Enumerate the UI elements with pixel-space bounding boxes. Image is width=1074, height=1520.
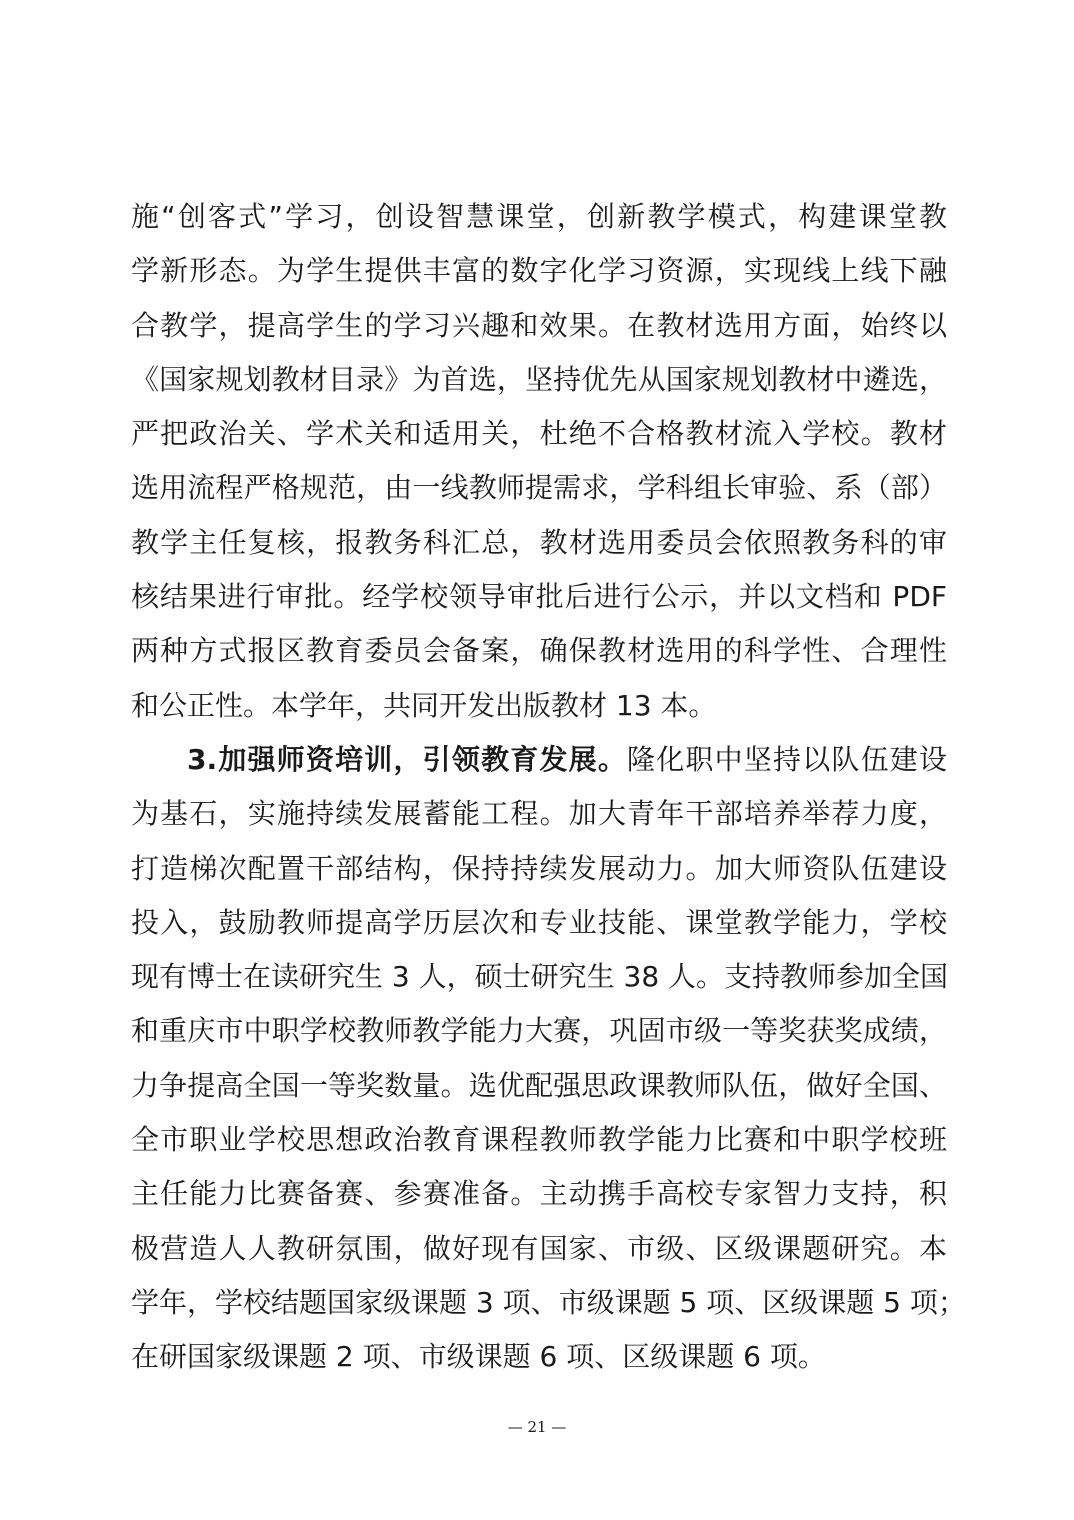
heading-line-text: 隆化职中坚持以队伍建设: [627, 742, 947, 776]
text-line: 全市职业学校思想政治教育课程教师教学能力比赛和中职学校班: [131, 1123, 947, 1157]
page-number: — 21 —: [507, 1418, 567, 1436]
text-line: 现有博士在读研究生 3 人，硕士研究生 38 人。支持教师参加全国: [131, 960, 949, 994]
text-line: 两种方式报区教育委员会备案，确保教材选用的科学性、合理性: [131, 634, 947, 668]
text-line: 在研国家级课题 2 项、市级课题 6 项、区级课题 6 项。: [131, 1340, 826, 1374]
text-line: 严把政治关、学术关和适用关，杜绝不合格教材流入学校。教材: [131, 417, 947, 451]
text-line: 力争提高全国一等奖数量。选优配强思政课教师队伍，做好全国、: [131, 1068, 947, 1102]
text-line: 学年，学校结题国家级课题 3 项、市级课题 5 项、区级课题 5 项；: [131, 1285, 966, 1319]
text-line: [131, 733, 947, 787]
text-line: 投入，鼓励教师提高学历层次和专业技能、课堂教学能力，学校: [131, 905, 947, 939]
text-line: 打造梯次配置干部结构，保持持续发展动力。加大师资队伍建设: [131, 851, 947, 885]
text-line: 施“创客式”学习，创设智慧课堂，创新教学模式，构建课堂教: [131, 200, 947, 233]
text-line: 合教学，提高学生的学习兴趣和效果。在教材选用方面，始终以: [131, 308, 947, 342]
text-line: 主任能力比赛备赛、参赛准备。主动携手高校专家智力支持，积: [131, 1177, 947, 1211]
text-line: 极营造人人教研氛围，做好现有国家、市级、区级课题研究。本: [131, 1231, 947, 1265]
text-line: 《国家规划教材目录》为首选，坚持优先从国家规划教材中遴选，: [131, 362, 947, 396]
text-line: 选用流程严格规范，由一线教师提需求，学科组长审验、系（部）: [131, 471, 947, 505]
text-line: 和重庆市中职学校教师教学能力大赛，巩固市级一等奖获奖成绩，: [131, 1014, 947, 1048]
body-text: [131, 190, 966, 1385]
text-line: 学新形态。为学生提供丰富的数字化学习资源，实现线上线下融: [131, 254, 947, 288]
paragraph-teacher-training: [131, 733, 966, 1385]
paragraph-teaching-materials: [131, 190, 947, 733]
text-line: 核结果进行审批。经学校领导审批后进行公示，并以文档和 PDF: [131, 580, 947, 614]
text-line: 为基石，实施持续发展蓄能工程。加大青年干部培养举荐力度，: [131, 797, 947, 831]
text-line: 教学主任复核，报教务科汇总，教材选用委员会依照教务科的审: [131, 525, 947, 559]
text-line: 和公正性。本学年，共同开发出版教材 13 本。: [131, 688, 717, 722]
section-heading: 3.加强师资培训，引领教育发展。: [187, 742, 628, 776]
